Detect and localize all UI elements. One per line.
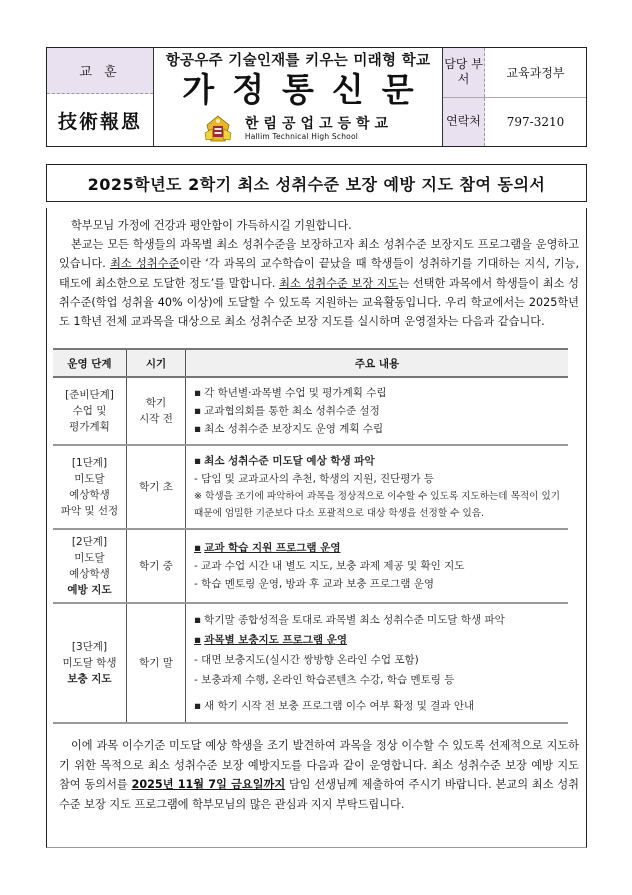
intro-text: 본교는 모든 학생들의 과목별 최소 성취수준을 보장하고자 최소 성취수준 보장지도 프로그램을 운영하고 있습니다. <box>59 238 579 271</box>
stage-line: 파악 및 선정 <box>60 505 119 517</box>
document-title: 2025학년도 2학기 최소 성취수준 보장 예방 지도 참여 동의서 <box>46 164 587 202</box>
content-cell <box>186 529 568 603</box>
term-min-achievement: 최소 성취수준 <box>110 257 180 271</box>
motto-text: 技術報恩 <box>57 110 142 133</box>
stage-cell <box>53 445 126 529</box>
greeting: 학부모님 가정에 건강과 평안함이 가득하시길 기원합니다. <box>71 219 352 232</box>
school-name-english: Hallim Technical High School <box>244 131 359 141</box>
school-identity <box>203 115 393 143</box>
school-name-korean: 한림공업고등학교 <box>244 115 394 132</box>
content-cell <box>186 445 568 529</box>
table-header-row <box>53 349 568 377</box>
table-row <box>53 529 568 603</box>
intro-paragraph <box>59 235 579 331</box>
stage-line: 수업 및 <box>72 405 107 417</box>
contact-value: 797-3210 <box>506 114 565 129</box>
time-line: 학기 말 <box>139 657 173 669</box>
time-line: 학기 <box>145 397 167 409</box>
department-label: 담당 부서 <box>443 48 485 97</box>
closing-section <box>59 736 579 814</box>
time-cell <box>126 377 185 445</box>
content-item: - 담임 및 교과교사의 추천, 학생의 지원, 진단평가 등 <box>194 473 435 485</box>
table-row <box>53 377 568 445</box>
contact-block <box>443 48 586 146</box>
closing-text: 이에 과목 이수기준 미도달 예상 학생을 조기 발견하여 과목을 정상 이수할 수 있도록 선제적으로 지도하기 위한 목적으로 최소 성취수준 보장 예방지도를 다음과 같이 운영합니다. 최소 성취수준 보장 예방 지도 참여 동의서를 <box>59 739 579 791</box>
stage-line: 보충 지도 <box>67 673 112 685</box>
col-header-time: 시기 <box>126 349 185 377</box>
school-slogan: 항공우주 기술인재를 키우는 미래형 학교 <box>165 53 431 69</box>
motto-label: 교 훈 <box>47 48 153 94</box>
content-item: ▪ 새 학기 시작 전 보충 프로그램 이수 여부 확정 및 결과 안내 <box>194 696 560 716</box>
stage-line: 미도달 <box>74 473 105 485</box>
closing-text: 담임 선생님께 제출하여 주시기 바랍니다. 본교의 최소 성취수준 보장 지도 프로그램에 학부모님의 많은 관심과 지지 부탁드립니다. <box>59 778 579 811</box>
time-cell <box>126 445 185 529</box>
table-row <box>53 603 568 723</box>
content-cell <box>186 603 568 723</box>
department-value: 교육과정부 <box>506 65 565 80</box>
content-item: ▪ 교과협의회를 통한 최소 성취수준 설정 <box>194 402 560 420</box>
stage-line: [2단계] <box>71 536 108 548</box>
term-guarantee-guidance: 최소 성취수준 보장 지도 <box>279 276 399 290</box>
stage-line: [3단계] <box>71 641 108 653</box>
intro-section <box>59 216 579 331</box>
content-item: - 학습 멘토링 운영, 방과 후 교과 보충 프로그램 운영 <box>194 578 435 590</box>
content-heading: ▪ 과목별 보충지도 프로그램 운영 <box>194 630 560 650</box>
time-cell <box>126 529 185 603</box>
content-item: ▪ 학기말 종합성적을 토대로 과목별 최소 성취수준 미도달 학생 파악 <box>194 610 560 630</box>
content-heading: ▪ 최소 성취수준 미도달 예상 학생 파악 <box>194 452 560 470</box>
stage-line: 예방 지도 <box>67 584 112 596</box>
closing-paragraph <box>59 736 579 814</box>
table-row <box>53 445 568 529</box>
newsletter-header <box>46 47 587 147</box>
content-cell <box>186 377 568 445</box>
submission-deadline: 2025년 11월 7일 금요일까지 <box>131 778 286 791</box>
content-item: ▪ 최소 성취수준 보장지도 운영 계획 수립 <box>194 420 560 438</box>
col-header-content: 주요 내용 <box>186 349 568 377</box>
content-item: - 보충과제 수행, 온라인 학습콘텐츠 수강, 학습 멘토링 등 <box>194 674 455 686</box>
stage-line: 미도달 학생 <box>62 657 117 669</box>
intro-text: 이란 ‘각 과목의 교수학습이 끝났을 때 학생들이 성취하기를 기대하는 지식, 기능, 태도에 최소한으로 도달한 정도’를 말합니다. <box>59 257 579 290</box>
time-cell <box>126 603 185 723</box>
stage-cell <box>53 603 126 723</box>
content-note: ※ 학생을 조기에 파악하여 과목을 정상적으로 이수할 수 있도록 지도하는데 목적이 있기 <box>194 491 560 502</box>
school-emblem-icon <box>203 115 233 143</box>
content-heading: ▪ 교과 학습 지원 프로그램 운영 <box>194 539 560 557</box>
title-block <box>154 48 443 146</box>
document-body <box>46 208 587 848</box>
content-item: ▪ 각 학년별·과목별 수업 및 평가계획 수립 <box>194 384 560 402</box>
stage-line: [1단계] <box>71 457 108 469</box>
stage-line: 예상학생 <box>69 489 110 501</box>
stage-line: [준비단계] <box>65 389 114 401</box>
intro-text: 는 선택한 과목에서 학생들이 최소 성취수준(학업 성취율 40% 이상)에 도달할 수 있도록 지원하는 교육활동입니다. 우리 학교에서는 2025학년도 1학년 전체 교과목을 대상으로 최소 성취수준 보장 지도를 실시하며 운영절차는 다음과 같습니다. <box>59 276 579 329</box>
time-line: 학기 중 <box>139 560 173 572</box>
content-item: - 대면 보충지도(실시간 쌍방향 온라인 수업 포함) <box>194 654 419 666</box>
col-header-stage: 운영 단계 <box>53 349 126 377</box>
stage-cell <box>53 529 126 603</box>
stage-cell <box>53 377 126 445</box>
stage-line: 미도달 <box>74 552 105 564</box>
content-note: 때문에 엄밀한 기준보다 다소 포괄적으로 대상 학생을 선정할 수 있음. <box>194 508 485 519</box>
contact-label: 연락처 <box>443 98 485 147</box>
time-line: 시작 전 <box>139 413 173 425</box>
time-line: 학기 초 <box>139 481 173 493</box>
content-item: - 교과 수업 시간 내 별도 지도, 보충 과제 제공 및 확인 지도 <box>194 560 465 572</box>
motto-block <box>47 48 154 146</box>
newsletter-title: 가정통신문 <box>182 70 432 109</box>
stage-line: 예상학생 <box>69 568 110 580</box>
process-table <box>53 348 568 724</box>
stage-line: 평가계획 <box>69 421 110 433</box>
